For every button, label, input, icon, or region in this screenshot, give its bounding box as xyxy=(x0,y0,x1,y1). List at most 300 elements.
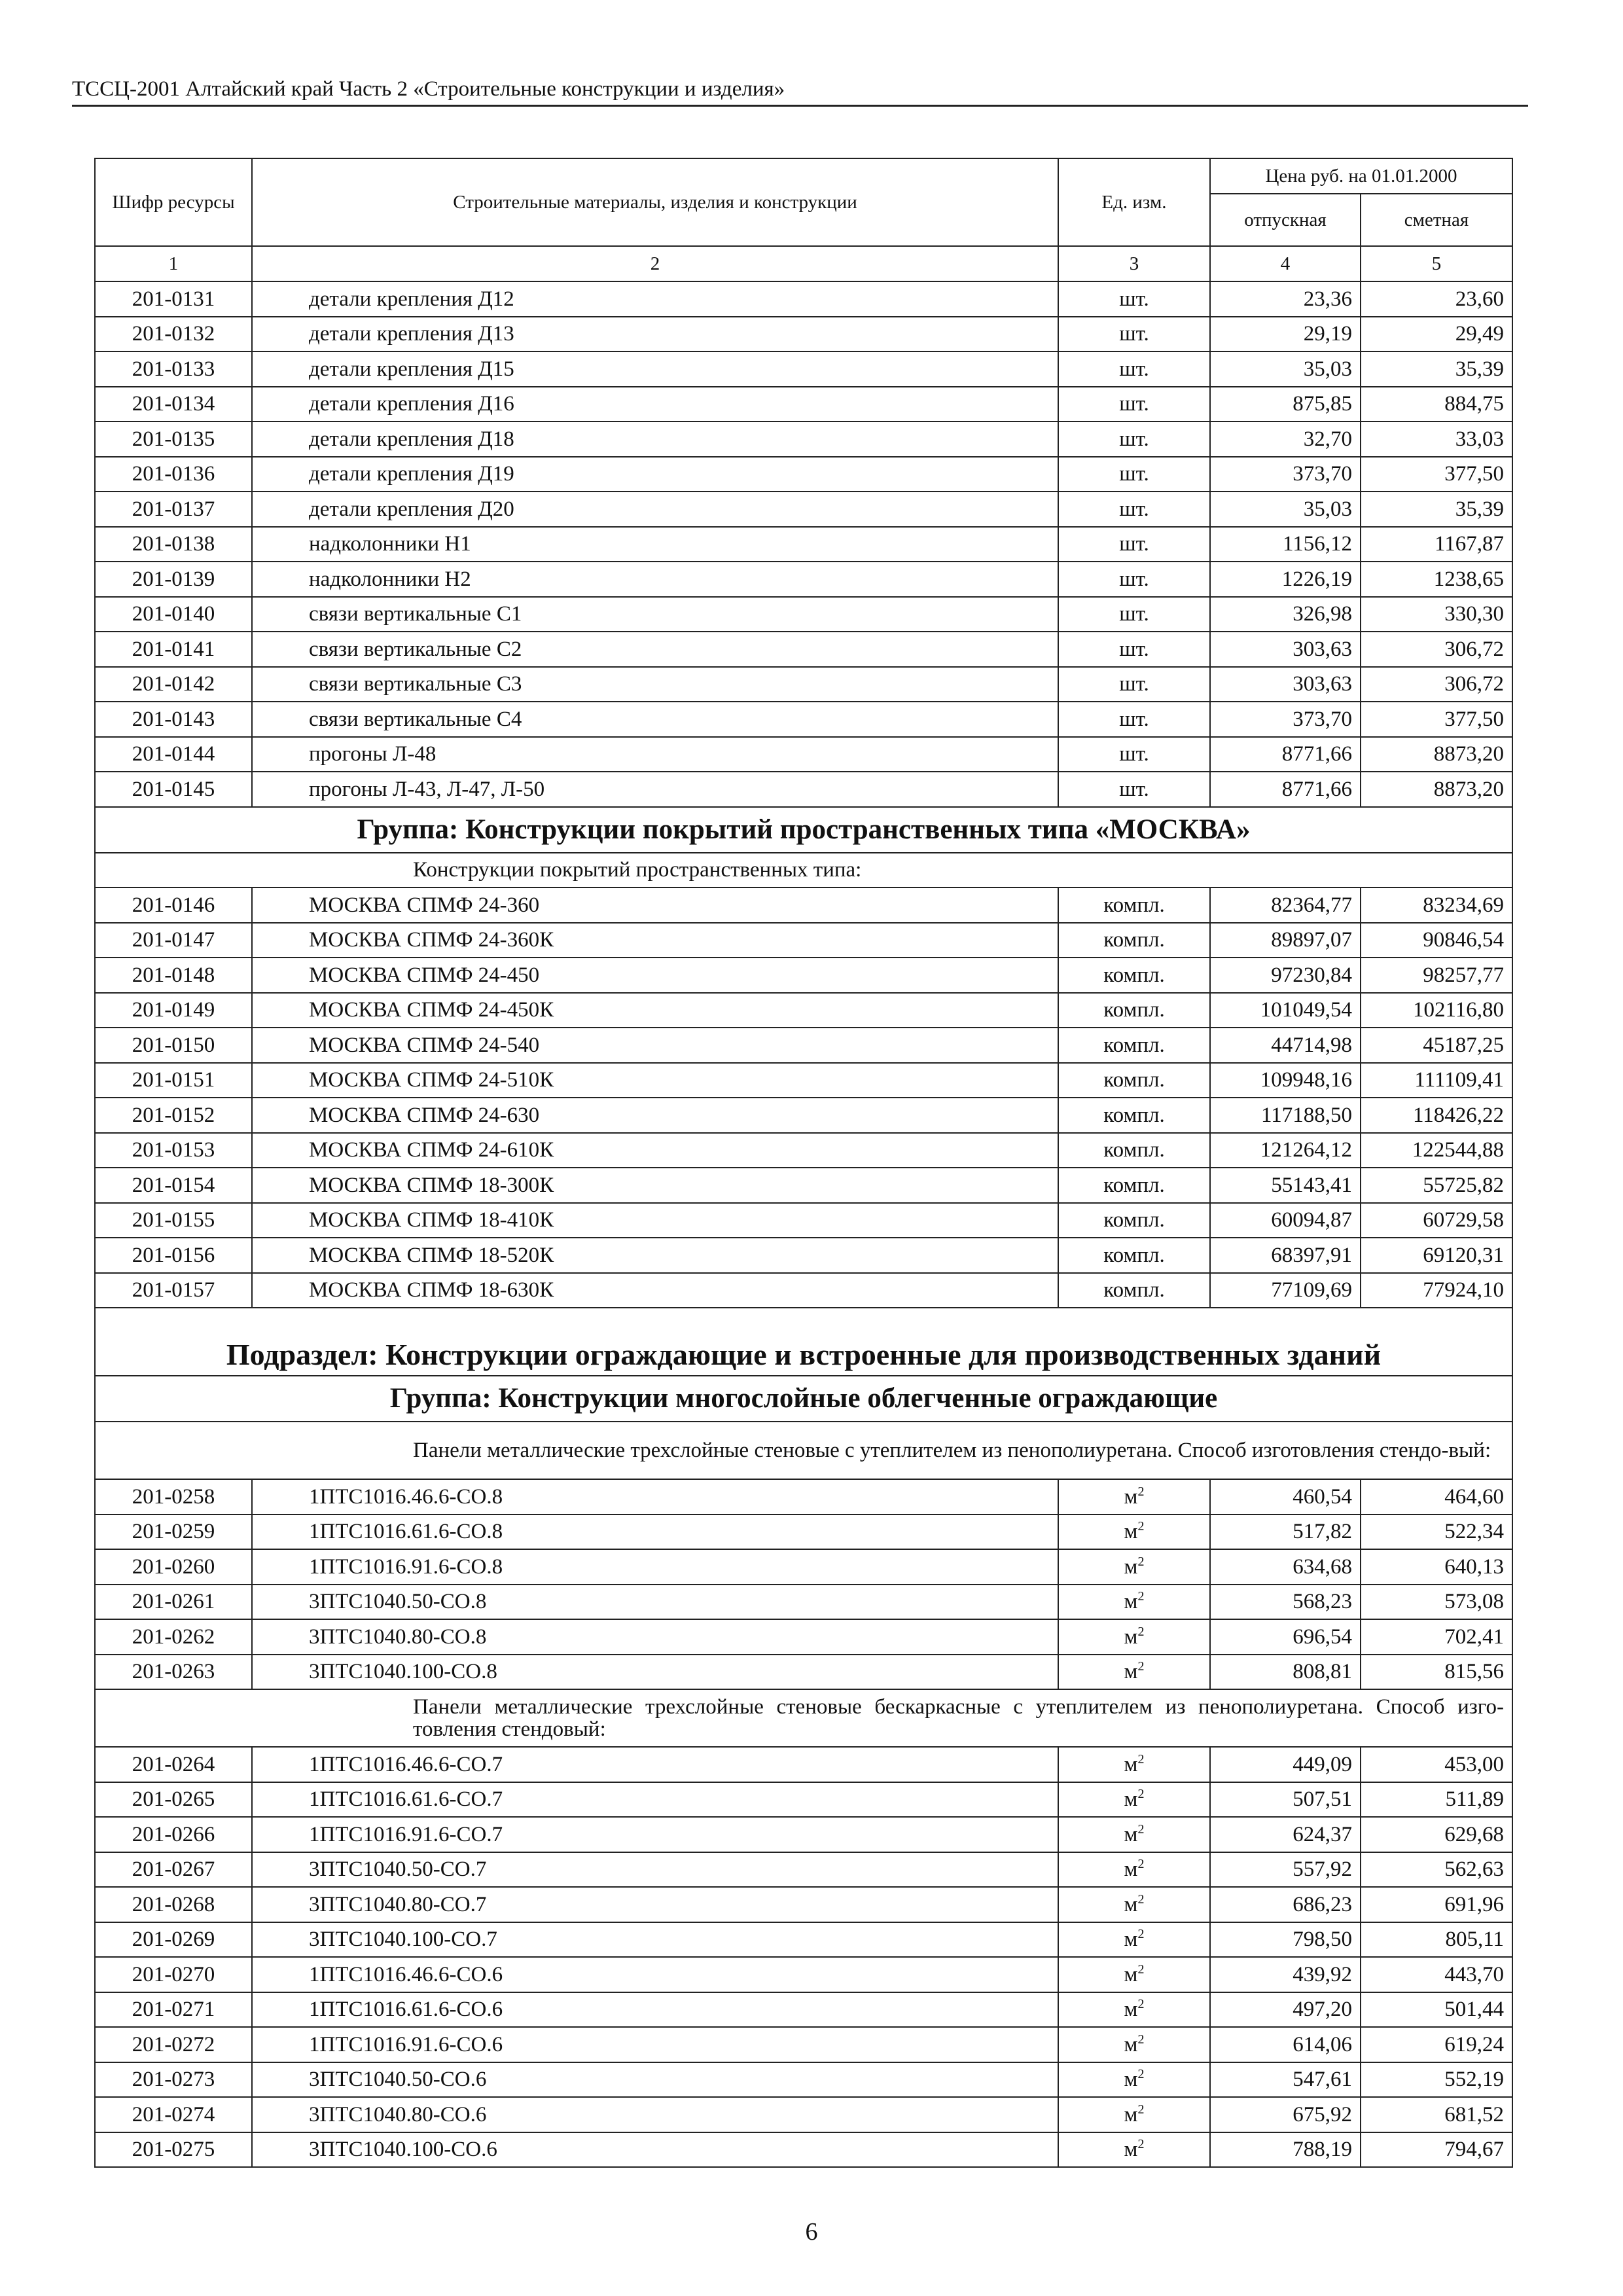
table-row xyxy=(95,1098,1512,1133)
unit-superscript: 2 xyxy=(1137,2032,1145,2047)
release-price: 77109,69 xyxy=(1210,1273,1361,1308)
table-row xyxy=(95,1817,1512,1852)
estimate-price: 102116,80 xyxy=(1361,993,1512,1028)
table-row xyxy=(95,2027,1512,2062)
estimate-price: 29,49 xyxy=(1361,317,1512,352)
unit-cell: шт. xyxy=(1058,527,1210,562)
table-row xyxy=(95,1063,1512,1098)
unit-cell: компл. xyxy=(1058,1238,1210,1273)
unit-cell: шт. xyxy=(1058,387,1210,422)
resource-name: детали крепления Д13 xyxy=(252,317,1058,352)
resource-code: 201-0142 xyxy=(95,667,252,702)
resource-name: МОСКВА СПМФ 24-510К xyxy=(252,1063,1058,1098)
table-row xyxy=(95,457,1512,492)
release-price: 35,03 xyxy=(1210,351,1361,387)
estimate-price: 511,89 xyxy=(1361,1782,1512,1818)
table-row xyxy=(95,317,1512,352)
unit-cell xyxy=(1058,1585,1210,1620)
resource-code: 201-0263 xyxy=(95,1655,252,1690)
resource-code: 201-0144 xyxy=(95,737,252,772)
resource-code: 201-0147 xyxy=(95,923,252,958)
resource-name: 1ПТС1016.46.6-СО.6 xyxy=(252,1957,1058,1992)
group-title: Группа: Конструкции покрытий пространственных типа «МОСКВА» xyxy=(95,807,1512,853)
estimate-price: 35,39 xyxy=(1361,492,1512,527)
resource-code: 201-0266 xyxy=(95,1817,252,1852)
table-row xyxy=(95,632,1512,667)
release-price: 60094,87 xyxy=(1210,1203,1361,1238)
table-row xyxy=(95,281,1512,317)
note-blank-cell xyxy=(95,853,252,888)
resource-name: 3ПТС1040.100-СО.6 xyxy=(252,2132,1058,2168)
table-row xyxy=(95,702,1512,737)
estimate-price: 118426,22 xyxy=(1361,1098,1512,1133)
unit-cell xyxy=(1058,1479,1210,1515)
table-row xyxy=(95,1479,1512,1515)
resource-name: 3ПТС1040.100-СО.7 xyxy=(252,1922,1058,1958)
resource-name: 3ПТС1040.50-СО.7 xyxy=(252,1852,1058,1888)
page-number: 6 xyxy=(805,2218,818,2246)
release-price: 44714,98 xyxy=(1210,1028,1361,1063)
unit-cell: шт. xyxy=(1058,281,1210,317)
table-row xyxy=(95,422,1512,457)
release-price: 634,68 xyxy=(1210,1549,1361,1585)
group-title-row xyxy=(95,807,1512,853)
resource-name: 3ПТС1040.50-СО.6 xyxy=(252,2062,1058,2098)
resource-code: 201-0271 xyxy=(95,1992,252,2028)
table-row xyxy=(95,993,1512,1028)
release-price: 121264,12 xyxy=(1210,1133,1361,1168)
resource-code: 201-0269 xyxy=(95,1922,252,1958)
estimate-price: 122544,88 xyxy=(1361,1133,1512,1168)
release-price: 1226,19 xyxy=(1210,562,1361,597)
resource-code: 201-0146 xyxy=(95,888,252,923)
estimate-price: 45187,25 xyxy=(1361,1028,1512,1063)
table-row xyxy=(95,1549,1512,1585)
estimate-price: 330,30 xyxy=(1361,597,1512,632)
table-row xyxy=(95,1619,1512,1655)
resource-name: 1ПТС1016.91.6-СО.8 xyxy=(252,1549,1058,1585)
estimate-price: 98257,77 xyxy=(1361,958,1512,993)
resource-code: 201-0154 xyxy=(95,1168,252,1203)
table-row xyxy=(95,958,1512,993)
table-row xyxy=(95,1168,1512,1203)
estimate-price: 83234,69 xyxy=(1361,888,1512,923)
note-row xyxy=(95,1689,1512,1747)
unit-cell xyxy=(1058,2132,1210,2168)
unit-superscript: 2 xyxy=(1137,1927,1145,1942)
unit-cell xyxy=(1058,1887,1210,1922)
resource-code: 201-0131 xyxy=(95,281,252,317)
resource-code: 201-0137 xyxy=(95,492,252,527)
estimate-price: 805,11 xyxy=(1361,1922,1512,1958)
unit-cell xyxy=(1058,1515,1210,1550)
resource-name: 1ПТС1016.91.6-СО.7 xyxy=(252,1817,1058,1852)
unit-cell: шт. xyxy=(1058,492,1210,527)
table-row xyxy=(95,1273,1512,1308)
unit-superscript: 2 xyxy=(1137,2102,1145,2117)
resource-name: детали крепления Д16 xyxy=(252,387,1058,422)
table-row xyxy=(95,562,1512,597)
resource-code: 201-0270 xyxy=(95,1957,252,1992)
resource-name: прогоны Л-43, Л-47, Л-50 xyxy=(252,772,1058,807)
unit-cell: шт. xyxy=(1058,351,1210,387)
table-row xyxy=(95,1782,1512,1818)
table-row xyxy=(95,1238,1512,1273)
unit-superscript: 2 xyxy=(1137,1519,1145,1534)
unit-cell: компл. xyxy=(1058,1273,1210,1308)
resource-name: 1ПТС1016.61.6-СО.6 xyxy=(252,1992,1058,2028)
resource-code: 201-0260 xyxy=(95,1549,252,1585)
unit-cell xyxy=(1058,2027,1210,2062)
table-row xyxy=(95,1133,1512,1168)
unit-cell xyxy=(1058,1852,1210,1888)
resource-code: 201-0150 xyxy=(95,1028,252,1063)
unit-cell: шт. xyxy=(1058,422,1210,457)
estimate-price: 619,24 xyxy=(1361,2027,1512,2062)
table-row xyxy=(95,772,1512,807)
unit-superscript: 2 xyxy=(1137,1659,1145,1674)
unit-text: м xyxy=(1124,1962,1138,1986)
release-price: 675,92 xyxy=(1210,2097,1361,2132)
estimate-price: 33,03 xyxy=(1361,422,1512,457)
unit-cell xyxy=(1058,1549,1210,1585)
resource-name: 3ПТС1040.80-СО.7 xyxy=(252,1887,1058,1922)
estimate-price: 501,44 xyxy=(1361,1992,1512,2028)
unit-text: м xyxy=(1124,1520,1138,1544)
resource-code: 201-0133 xyxy=(95,351,252,387)
resource-name: детали крепления Д15 xyxy=(252,351,1058,387)
table-row xyxy=(95,1747,1512,1782)
resource-name: МОСКВА СПМФ 24-450 xyxy=(252,958,1058,993)
note-blank-cell xyxy=(95,1689,252,1747)
release-price: 109948,16 xyxy=(1210,1063,1361,1098)
unit-cell: компл. xyxy=(1058,1098,1210,1133)
unit-cell: шт. xyxy=(1058,667,1210,702)
resource-code: 201-0139 xyxy=(95,562,252,597)
estimate-price: 562,63 xyxy=(1361,1852,1512,1888)
resource-code: 201-0274 xyxy=(95,2097,252,2132)
release-price: 460,54 xyxy=(1210,1479,1361,1515)
resource-name: МОСКВА СПМФ 24-610К xyxy=(252,1133,1058,1168)
estimate-price: 464,60 xyxy=(1361,1479,1512,1515)
release-price: 624,37 xyxy=(1210,1817,1361,1852)
release-price: 568,23 xyxy=(1210,1585,1361,1620)
resource-code: 201-0152 xyxy=(95,1098,252,1133)
unit-cell xyxy=(1058,1747,1210,1782)
estimate-price: 552,19 xyxy=(1361,2062,1512,2098)
table-row xyxy=(95,1203,1512,1238)
resource-name: МОСКВА СПМФ 24-630 xyxy=(252,1098,1058,1133)
unit-cell: компл. xyxy=(1058,923,1210,958)
resource-code: 201-0157 xyxy=(95,1273,252,1308)
resource-name: связи вертикальные С1 xyxy=(252,597,1058,632)
release-price: 117188,50 xyxy=(1210,1098,1361,1133)
table-row xyxy=(95,923,1512,958)
unit-cell xyxy=(1058,1922,1210,1958)
resource-name: 3ПТС1040.80-СО.6 xyxy=(252,2097,1058,2132)
unit-superscript: 2 xyxy=(1137,1589,1145,1604)
column-header-code: Шифр ресурсы xyxy=(95,158,252,246)
resource-code: 201-0273 xyxy=(95,2062,252,2098)
unit-cell xyxy=(1058,1817,1210,1852)
unit-superscript: 2 xyxy=(1137,2137,1145,2152)
release-price: 507,51 xyxy=(1210,1782,1361,1818)
unit-text: м xyxy=(1124,2032,1138,2056)
resource-code: 201-0262 xyxy=(95,1619,252,1655)
unit-cell xyxy=(1058,1992,1210,2028)
unit-text: м xyxy=(1124,2068,1138,2092)
unit-superscript: 2 xyxy=(1137,1624,1145,1639)
unit-text: м xyxy=(1124,1822,1138,1846)
resource-name: МОСКВА СПМФ 24-360 xyxy=(252,888,1058,923)
table-row xyxy=(95,2097,1512,2132)
estimate-price: 377,50 xyxy=(1361,457,1512,492)
resource-name: 1ПТС1016.91.6-СО.6 xyxy=(252,2027,1058,2062)
unit-text: м xyxy=(1124,2102,1138,2126)
release-price: 55143,41 xyxy=(1210,1168,1361,1203)
unit-superscript: 2 xyxy=(1137,1484,1145,1499)
table-row xyxy=(95,1992,1512,2028)
release-price: 101049,54 xyxy=(1210,993,1361,1028)
release-price: 29,19 xyxy=(1210,317,1361,352)
unit-cell: компл. xyxy=(1058,993,1210,1028)
unit-cell: шт. xyxy=(1058,457,1210,492)
table-row xyxy=(95,2062,1512,2098)
resource-name: 1ПТС1016.61.6-СО.8 xyxy=(252,1515,1058,1550)
table-row xyxy=(95,888,1512,923)
unit-cell: шт. xyxy=(1058,702,1210,737)
unit-cell xyxy=(1058,2097,1210,2132)
column-header-name: Строительные материалы, изделия и конструкции xyxy=(252,158,1058,246)
table-row xyxy=(95,667,1512,702)
resource-code: 201-0265 xyxy=(95,1782,252,1818)
table-row xyxy=(95,1655,1512,1690)
unit-cell xyxy=(1058,2062,1210,2098)
resource-code: 201-0138 xyxy=(95,527,252,562)
release-price: 788,19 xyxy=(1210,2132,1361,2168)
release-price: 23,36 xyxy=(1210,281,1361,317)
resource-code: 201-0140 xyxy=(95,597,252,632)
estimate-price: 1167,87 xyxy=(1361,527,1512,562)
resource-code: 201-0155 xyxy=(95,1203,252,1238)
unit-text: м xyxy=(1124,1752,1138,1776)
estimate-price: 111109,41 xyxy=(1361,1063,1512,1098)
resource-code: 201-0275 xyxy=(95,2132,252,2168)
resource-name: 3ПТС1040.80-СО.8 xyxy=(252,1619,1058,1655)
unit-text: м xyxy=(1124,2138,1138,2162)
unit-superscript: 2 xyxy=(1137,1962,1145,1977)
unit-cell xyxy=(1058,1619,1210,1655)
table-row xyxy=(95,1887,1512,1922)
release-price: 614,06 xyxy=(1210,2027,1361,2062)
unit-superscript: 2 xyxy=(1137,1821,1145,1837)
release-price: 326,98 xyxy=(1210,597,1361,632)
resource-code: 201-0132 xyxy=(95,317,252,352)
estimate-price: 8873,20 xyxy=(1361,772,1512,807)
unit-cell: компл. xyxy=(1058,1063,1210,1098)
subsection-title-row xyxy=(95,1308,1512,1376)
resource-name: надколонники Н1 xyxy=(252,527,1058,562)
estimate-price: 794,67 xyxy=(1361,2132,1512,2168)
unit-text: м xyxy=(1124,1998,1138,2022)
unit-cell: шт. xyxy=(1058,737,1210,772)
resource-name: МОСКВА СПМФ 24-540 xyxy=(252,1028,1058,1063)
unit-superscript: 2 xyxy=(1137,1787,1145,1802)
column-number: 4 xyxy=(1210,246,1361,281)
resource-name: МОСКВА СПМФ 18-300К xyxy=(252,1168,1058,1203)
unit-cell: компл. xyxy=(1058,1203,1210,1238)
release-price: 497,20 xyxy=(1210,1992,1361,2028)
release-price: 97230,84 xyxy=(1210,958,1361,993)
resource-name: 1ПТС1016.46.6-СО.8 xyxy=(252,1479,1058,1515)
unit-text: м xyxy=(1124,1928,1138,1952)
unit-superscript: 2 xyxy=(1137,1857,1145,1872)
release-price: 1156,12 xyxy=(1210,527,1361,562)
unit-superscript: 2 xyxy=(1137,1997,1145,2012)
note-row xyxy=(95,853,1512,888)
resource-name: МОСКВА СПМФ 18-410К xyxy=(252,1203,1058,1238)
resource-code: 201-0149 xyxy=(95,993,252,1028)
release-price: 439,92 xyxy=(1210,1957,1361,1992)
release-price: 373,70 xyxy=(1210,702,1361,737)
estimate-price: 55725,82 xyxy=(1361,1168,1512,1203)
estimate-price: 60729,58 xyxy=(1361,1203,1512,1238)
unit-superscript: 2 xyxy=(1137,1751,1145,1767)
column-header-price: Цена руб. на 01.01.2000 xyxy=(1210,158,1512,194)
resource-code: 201-0136 xyxy=(95,457,252,492)
note-text: Панели металлические трехслойные стеновые бескаркасные с утеплителем из пенополиуретана. Способ изго-товления стендовый: xyxy=(252,1689,1512,1747)
unit-cell xyxy=(1058,1957,1210,1992)
table-row xyxy=(95,1515,1512,1550)
estimate-price: 443,70 xyxy=(1361,1957,1512,1992)
release-price: 517,82 xyxy=(1210,1515,1361,1550)
release-price: 798,50 xyxy=(1210,1922,1361,1958)
unit-text: м xyxy=(1124,1787,1138,1812)
table-header-row xyxy=(95,158,1512,194)
resource-code: 201-0156 xyxy=(95,1238,252,1273)
release-price: 547,61 xyxy=(1210,2062,1361,2098)
unit-cell: компл. xyxy=(1058,888,1210,923)
estimate-price: 306,72 xyxy=(1361,632,1512,667)
estimate-price: 691,96 xyxy=(1361,1887,1512,1922)
resource-code: 201-0141 xyxy=(95,632,252,667)
column-number: 1 xyxy=(95,246,252,281)
unit-text: м xyxy=(1124,1590,1138,1614)
table-row xyxy=(95,387,1512,422)
release-price: 32,70 xyxy=(1210,422,1361,457)
resource-name: 1ПТС1016.46.6-СО.7 xyxy=(252,1747,1058,1782)
table-row xyxy=(95,1957,1512,1992)
estimate-price: 640,13 xyxy=(1361,1549,1512,1585)
table-row xyxy=(95,351,1512,387)
estimate-price: 377,50 xyxy=(1361,702,1512,737)
resource-name: МОСКВА СПМФ 24-360К xyxy=(252,923,1058,958)
group-title-row xyxy=(95,1376,1512,1422)
table-row xyxy=(95,1922,1512,1958)
estimate-price: 702,41 xyxy=(1361,1619,1512,1655)
unit-superscript: 2 xyxy=(1137,2067,1145,2082)
unit-text: м xyxy=(1124,1857,1138,1882)
subsection-title: Подраздел: Конструкции ограждающие и встроенные для производственных зданий xyxy=(95,1308,1512,1376)
unit-cell xyxy=(1058,1782,1210,1818)
estimate-price: 884,75 xyxy=(1361,387,1512,422)
note-text: Конструкции покрытий пространственных типа: xyxy=(252,853,1512,888)
column-number-row xyxy=(95,246,1512,281)
estimate-price: 629,68 xyxy=(1361,1817,1512,1852)
release-price: 557,92 xyxy=(1210,1852,1361,1888)
unit-cell: шт. xyxy=(1058,597,1210,632)
resource-name: надколонники Н2 xyxy=(252,562,1058,597)
note-text: Панели металлические трехслойные стеновые с утеплителем из пенополиуретана. Способ изготовления стендо-вый: xyxy=(252,1422,1512,1479)
resource-code: 201-0258 xyxy=(95,1479,252,1515)
estimate-price: 23,60 xyxy=(1361,281,1512,317)
table-row xyxy=(95,737,1512,772)
resource-code: 201-0261 xyxy=(95,1585,252,1620)
resource-name: МОСКВА СПМФ 18-520К xyxy=(252,1238,1058,1273)
unit-text: м xyxy=(1124,1892,1138,1916)
release-price: 875,85 xyxy=(1210,387,1361,422)
estimate-price: 77924,10 xyxy=(1361,1273,1512,1308)
resource-code: 201-0259 xyxy=(95,1515,252,1550)
table-row xyxy=(95,527,1512,562)
release-price: 808,81 xyxy=(1210,1655,1361,1690)
table-row xyxy=(95,2132,1512,2168)
resource-name: 3ПТС1040.50-СО.8 xyxy=(252,1585,1058,1620)
unit-text: м xyxy=(1124,1624,1138,1649)
page-header: ТССЦ-2001 Алтайский край Часть 2 «Строительные конструкции и изделия» xyxy=(72,73,1528,107)
unit-cell: компл. xyxy=(1058,1028,1210,1063)
resource-code: 201-0148 xyxy=(95,958,252,993)
estimate-price: 453,00 xyxy=(1361,1747,1512,1782)
resource-name: детали крепления Д18 xyxy=(252,422,1058,457)
table-row xyxy=(95,492,1512,527)
resource-name: МОСКВА СПМФ 24-450К xyxy=(252,993,1058,1028)
resource-name: детали крепления Д12 xyxy=(252,281,1058,317)
unit-cell: шт. xyxy=(1058,632,1210,667)
unit-cell: компл. xyxy=(1058,1133,1210,1168)
column-header-estimate-price: сметная xyxy=(1361,194,1512,246)
price-table xyxy=(94,158,1513,2168)
release-price: 373,70 xyxy=(1210,457,1361,492)
resource-name: детали крепления Д19 xyxy=(252,457,1058,492)
release-price: 303,63 xyxy=(1210,667,1361,702)
unit-text: м xyxy=(1124,1484,1138,1509)
resource-code: 201-0272 xyxy=(95,2027,252,2062)
resource-name: связи вертикальные С2 xyxy=(252,632,1058,667)
resource-code: 201-0151 xyxy=(95,1063,252,1098)
column-header-unit: Ед. изм. xyxy=(1058,158,1210,246)
resource-code: 201-0143 xyxy=(95,702,252,737)
unit-text: м xyxy=(1124,1660,1138,1684)
unit-cell: шт. xyxy=(1058,772,1210,807)
resource-code: 201-0135 xyxy=(95,422,252,457)
unit-superscript: 2 xyxy=(1137,1554,1145,1569)
release-price: 68397,91 xyxy=(1210,1238,1361,1273)
unit-text: м xyxy=(1124,1554,1138,1579)
estimate-price: 681,52 xyxy=(1361,2097,1512,2132)
resource-code: 201-0145 xyxy=(95,772,252,807)
release-price: 686,23 xyxy=(1210,1887,1361,1922)
resource-code: 201-0267 xyxy=(95,1852,252,1888)
resource-name: 3ПТС1040.100-СО.8 xyxy=(252,1655,1058,1690)
unit-cell: компл. xyxy=(1058,1168,1210,1203)
resource-code: 201-0268 xyxy=(95,1887,252,1922)
resource-code: 201-0153 xyxy=(95,1133,252,1168)
resource-name: связи вертикальные С3 xyxy=(252,667,1058,702)
resource-code: 201-0264 xyxy=(95,1747,252,1782)
release-price: 35,03 xyxy=(1210,492,1361,527)
column-header-release-price: отпускная xyxy=(1210,194,1361,246)
